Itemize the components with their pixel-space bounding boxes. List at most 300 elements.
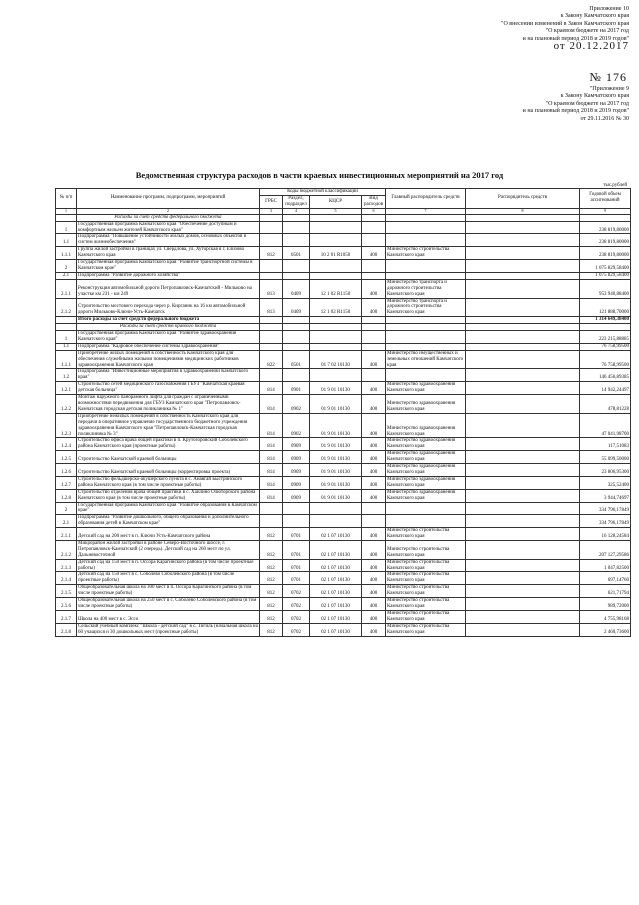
razdel-cell: 0501 — [283, 247, 310, 260]
num-cell: 2.1.5 — [56, 585, 77, 598]
num-cell: 1.1 — [56, 343, 77, 350]
table-row — [56, 502, 631, 515]
name-cell: Строительство офиса врача общей практики в п. Крутогоровский Соболевского района Камчатского края (проектные работы) — [77, 438, 260, 451]
column-number-cell: 1 — [56, 208, 77, 214]
table-row — [56, 451, 631, 464]
admin-cell: Министерство строительства Камчатского края — [386, 247, 466, 260]
ksr-cell: 01 9 01 10130 — [310, 451, 362, 464]
vid-cell — [362, 260, 386, 273]
num-cell: 1.2.8 — [56, 489, 77, 502]
num-cell: 1.2.1 — [56, 382, 77, 395]
admin-cell — [386, 331, 466, 344]
table-row — [56, 350, 631, 369]
sum-cell: 55 099,50000 — [580, 451, 631, 464]
header-line: к Закону Камчатского края — [560, 13, 629, 20]
header-line: к Закону Камчатского края — [560, 93, 629, 100]
ksr-cell — [310, 343, 362, 350]
empty-cell — [386, 317, 466, 324]
vid-cell: 400 — [362, 438, 386, 451]
admin-cell: Министерство строительства Камчатского края — [386, 598, 466, 611]
table-row — [56, 382, 631, 395]
column-number-cell: 4 — [283, 208, 310, 214]
razdel-cell — [283, 502, 310, 515]
num-cell: 2.1.7 — [56, 610, 77, 623]
header-date: от 20.12.2017 — [553, 40, 629, 53]
num-cell: 2.1.4 — [56, 572, 77, 585]
table-row — [56, 331, 631, 344]
empty-cell — [580, 324, 631, 331]
grbs-cell — [260, 369, 283, 382]
ksr-cell: 02 1 07 10130 — [310, 623, 362, 636]
table-row — [56, 214, 631, 221]
razdel-cell: 0909 — [283, 451, 310, 464]
vid-cell: 400 — [362, 247, 386, 260]
grbs-cell: 814 — [260, 438, 283, 451]
sum-cell: 334 796,17849 — [580, 502, 631, 515]
ksr-cell — [310, 234, 362, 247]
name-cell: Школа на 400 мест в с. Эссо — [77, 610, 260, 623]
ksr-cell — [310, 515, 362, 528]
ksr-cell: 01 9 01 10130 — [310, 464, 362, 477]
name-cell: Монтаж наружного панорамного лифта для граждан с ограниченными возможностями передвижения для ГБУЗ Камчатского края "Петропавловск-Камчатская городская детская поликлиника № 1" — [77, 395, 260, 414]
column-number-cell: 7 — [386, 208, 466, 214]
ksr-cell — [310, 369, 362, 382]
sum-cell: 223 215,88885 — [580, 331, 631, 344]
table-row — [56, 610, 631, 623]
table-row — [56, 317, 631, 324]
admin-cell: Министерство строительства Камчатского края — [386, 559, 466, 572]
grbs-cell: 812 — [260, 598, 283, 611]
ksr-cell: 02 1 07 10130 — [310, 528, 362, 541]
admin-cell: Министерство строительства Камчатского края — [386, 585, 466, 598]
rasp-cell — [466, 272, 580, 279]
grbs-cell: 814 — [260, 464, 283, 477]
table-row — [56, 515, 631, 528]
razdel-cell: 0701 — [283, 572, 310, 585]
razdel-cell — [283, 234, 310, 247]
grbs-cell — [260, 331, 283, 344]
ksr-cell: 01 7 02 10130 — [310, 350, 362, 369]
empty-cell — [260, 324, 283, 331]
name-cell: Строительство сетей медицинского газоснабжения ГБУЗ "Камчатская краевая детская больница" — [77, 382, 260, 395]
num-cell: 1.2.4 — [56, 438, 77, 451]
col-rasp-header: Распорядитель средств — [466, 189, 580, 209]
ksr-cell: 01 9 01 10130 — [310, 476, 362, 489]
table-row — [56, 324, 631, 331]
admin-cell — [386, 502, 466, 515]
grbs-cell: 812 — [260, 610, 283, 623]
ksr-cell: 01 9 01 10130 — [310, 395, 362, 414]
col-razdel-header: Раздел, подраздел — [283, 195, 310, 208]
rasp-cell — [466, 382, 580, 395]
name-cell: Строительство фельдшерско-акушерского пункта в с. Анавгай Быстринского района Камчатского края (в том числе проектные работы) — [77, 476, 260, 489]
name-cell: Государственная программа Камчатского края "Развитие образования в Камчатском крае" — [77, 502, 260, 515]
razdel-cell: 0902 — [283, 413, 310, 438]
admin-cell — [386, 260, 466, 273]
rasp-cell — [466, 559, 580, 572]
table-row — [56, 438, 631, 451]
num-cell — [56, 317, 77, 324]
rasp-cell — [466, 279, 580, 298]
grbs-cell: 812 — [260, 585, 283, 598]
ksr-cell: 02 1 07 10130 — [310, 598, 362, 611]
admin-cell: Министерство здравоохранения Камчатского края — [386, 438, 466, 451]
col-total-header: Годовой объем ассигнований — [580, 189, 631, 209]
razdel-cell — [283, 343, 310, 350]
sum-cell: 1 075 829,58400 — [580, 272, 631, 279]
sum-cell: 76 758,99500 — [580, 343, 631, 350]
name-cell: Реконструкция автомобильной дороги Петропавловск-Камчатский - Мильково на участке км 231 - км 249 — [77, 279, 260, 298]
admin-cell: Министерство строительства Камчатского края — [386, 528, 466, 541]
empty-cell — [283, 214, 310, 221]
admin-cell: Министерство здравоохранения Камчатского края — [386, 395, 466, 414]
razdel-cell — [283, 260, 310, 273]
total-label-cell: Итого расходы за счет средств федерального бюджета — [77, 317, 260, 324]
ksr-cell: 12 1 02 R1150 — [310, 298, 362, 317]
table-row — [56, 298, 631, 317]
ksr-cell: 12 1 02 R1150 — [310, 279, 362, 298]
sum-cell: 1 047,82500 — [580, 559, 631, 572]
name-cell: Детский сад на 150 мест в с. Соболево Соболевского района (в том числе проектные работы) — [77, 572, 260, 585]
rasp-cell — [466, 247, 580, 260]
grbs-cell — [260, 221, 283, 234]
vid-cell: 400 — [362, 585, 386, 598]
empty-cell — [283, 324, 310, 331]
admin-cell — [386, 515, 466, 528]
sum-cell: 989,72000 — [580, 598, 631, 611]
name-cell: Общеобразовательная школа на 300 мест в п. Оссора Карагинского района (в том числе проектные работы) — [77, 585, 260, 598]
razdel-cell: 0701 — [283, 528, 310, 541]
num-cell: 1.2.7 — [56, 476, 77, 489]
ksr-cell — [310, 331, 362, 344]
column-number-cell: 9 — [580, 208, 631, 214]
admin-cell: Министерство здравоохранения Камчатского края — [386, 476, 466, 489]
razdel-cell: 0409 — [283, 279, 310, 298]
admin-cell: Министерство здравоохранения Камчатского края — [386, 413, 466, 438]
grbs-cell — [260, 515, 283, 528]
grbs-cell: 812 — [260, 247, 283, 260]
table-row — [56, 221, 631, 234]
admin-cell: Министерство здравоохранения Камчатского края — [386, 464, 466, 477]
grbs-cell: 812 — [260, 572, 283, 585]
name-cell: Государственная программа Камчатского края "Развитие транспортной системы в Камчатском крае" — [77, 260, 260, 273]
num-cell: 2.1.3 — [56, 559, 77, 572]
rasp-cell — [466, 395, 580, 414]
ksr-cell — [310, 502, 362, 515]
admin-cell: Министерство строительства Камчатского края — [386, 540, 466, 559]
razdel-cell: 0902 — [283, 395, 310, 414]
ksr-cell — [310, 272, 362, 279]
sum-cell: 47 041,98700 — [580, 413, 631, 438]
num-cell: 2.1 — [56, 515, 77, 528]
name-cell: Общеобразовательная школа на 250 мест в с. Соболево Соболевского района (в том числе проектные работы) — [77, 598, 260, 611]
num-cell: 1 — [56, 221, 77, 234]
grbs-cell: 813 — [260, 279, 283, 298]
vid-cell: 400 — [362, 476, 386, 489]
grbs-cell: 814 — [260, 382, 283, 395]
vid-cell: 400 — [362, 464, 386, 477]
razdel-cell: 0702 — [283, 610, 310, 623]
table-row — [56, 489, 631, 502]
vid-cell — [362, 221, 386, 234]
rasp-cell — [466, 451, 580, 464]
ksr-cell: 01 9 01 10130 — [310, 413, 362, 438]
razdel-cell — [283, 221, 310, 234]
sum-cell: 14 942,24497 — [580, 382, 631, 395]
empty-cell — [466, 317, 580, 324]
admin-cell: Министерство строительства Камчатского края — [386, 623, 466, 636]
admin-cell: Министерство строительства Камчатского края — [386, 610, 466, 623]
header-line: "Приложение 9 — [589, 86, 629, 92]
empty-cell — [310, 214, 362, 221]
sum-cell: 3 944,74697 — [580, 489, 631, 502]
name-cell: Государственная программа Камчатского края "Развитие здравоохранения Камчатского края" — [77, 331, 260, 344]
ksr-cell: 10 2 01 R1050 — [310, 247, 362, 260]
rasp-cell — [466, 413, 580, 438]
empty-cell — [310, 324, 362, 331]
table-row — [56, 559, 631, 572]
admin-cell: Министерство здравоохранения Камчатского края — [386, 451, 466, 464]
grbs-cell: 814 — [260, 395, 283, 414]
column-number-cell: 3 — [260, 208, 283, 214]
table-row — [56, 343, 631, 350]
sum-cell: 2 460,73600 — [580, 623, 631, 636]
law-header — [501, 6, 629, 53]
table-row — [56, 540, 631, 559]
col-admin-header: Главный распорядитель средств — [386, 189, 466, 209]
name-cell: Группа жилой застройки в границах ул. Свердлова, ул. Хуторская в г. Елизово Камчатского края — [77, 247, 260, 260]
section-title-cell: Расходы за счет средств федерального бюджета — [77, 214, 260, 221]
admin-cell — [386, 234, 466, 247]
empty-cell — [466, 324, 580, 331]
annex-header — [523, 86, 629, 123]
sum-cell: 334 796,17849 — [580, 515, 631, 528]
vid-cell: 400 — [362, 279, 386, 298]
empty-cell — [362, 214, 386, 221]
name-cell: Строительство Камчатской краевой больницы (корректировка проекта) — [77, 464, 260, 477]
grbs-cell — [260, 502, 283, 515]
header-line: "О краевом бюджете на 2017 год — [545, 100, 629, 107]
name-cell: Подпрограмма "Развитие дорожного хозяйства" — [77, 272, 260, 279]
header-line: и на плановый период 2018 и 2019 годов" — [522, 108, 629, 115]
empty-cell — [260, 317, 283, 324]
razdel-cell: 0702 — [283, 623, 310, 636]
vid-cell — [362, 272, 386, 279]
col-vid-header: Вид расходов — [362, 195, 386, 208]
sum-cell: 325,52400 — [580, 476, 631, 489]
table-row — [56, 623, 631, 636]
empty-cell — [362, 324, 386, 331]
rasp-cell — [466, 502, 580, 515]
vid-cell: 400 — [362, 540, 386, 559]
rasp-cell — [466, 528, 580, 541]
sum-cell: 146 456,89385 — [580, 369, 631, 382]
table-row — [56, 369, 631, 382]
vid-cell — [362, 343, 386, 350]
unit-label: тыс.рублей — [603, 183, 627, 188]
num-cell: 1.1.1 — [56, 350, 77, 369]
rasp-cell — [466, 221, 580, 234]
grbs-cell: 812 — [260, 559, 283, 572]
admin-cell: Министерство имущественных и земельных отношений Камчатского края — [386, 350, 466, 369]
section-title-cell: Расходы за счет средств краевого бюджета — [77, 324, 260, 331]
table-row — [56, 234, 631, 247]
table-row — [56, 528, 631, 541]
grbs-cell: 812 — [260, 540, 283, 559]
sum-cell: 697,14760 — [580, 572, 631, 585]
rasp-cell — [466, 343, 580, 350]
rasp-cell — [466, 585, 580, 598]
ksr-cell: 01 9 01 10130 — [310, 382, 362, 395]
rasp-cell — [466, 369, 580, 382]
table-row — [56, 395, 631, 414]
header-line: "О внесении изменений в Закон Камчатского края — [501, 20, 629, 27]
grbs-cell: 814 — [260, 451, 283, 464]
sum-cell: 478,81228 — [580, 395, 631, 414]
num-cell — [56, 324, 77, 331]
vid-cell: 400 — [362, 598, 386, 611]
expenditure-table — [55, 188, 631, 637]
name-cell: Подпрограмма "Повышение устойчивости жилых домов, основных объектов и систем жизнеобеспечения" — [77, 234, 260, 247]
razdel-cell: 0909 — [283, 438, 310, 451]
grbs-cell: 814 — [260, 413, 283, 438]
col-codes-header: Коды бюджетной классификации — [260, 189, 386, 196]
ksr-cell: 01 9 01 10130 — [310, 489, 362, 502]
sum-cell: 16 128,24584 — [580, 528, 631, 541]
vid-cell: 400 — [362, 559, 386, 572]
document-title: Ведомственная структура расходов в части краевых инвестиционных мероприятий на 2017 год — [135, 170, 504, 180]
rasp-cell — [466, 598, 580, 611]
rasp-cell — [466, 298, 580, 317]
ksr-cell: 02 1 07 10130 — [310, 540, 362, 559]
empty-cell — [283, 317, 310, 324]
ksr-cell: 02 1 07 10130 — [310, 572, 362, 585]
num-cell: 2.1.8 — [56, 623, 77, 636]
grbs-cell — [260, 260, 283, 273]
num-cell: 2.1.6 — [56, 598, 77, 611]
razdel-cell — [283, 515, 310, 528]
grbs-cell — [260, 343, 283, 350]
sum-cell: 238 819,80000 — [580, 221, 631, 234]
column-number-cell: 5 — [310, 208, 362, 214]
sum-cell: 238 819,80000 — [580, 234, 631, 247]
header-line: и на плановый период 2018 и 2019 годов" — [522, 35, 629, 42]
num-cell: 2.1 — [56, 272, 77, 279]
razdel-cell: 0702 — [283, 585, 310, 598]
name-cell: Строительство отделения врача общей практики в с. Хаилино Олюторского района Камчатского края (в том числе проектные работы) — [77, 489, 260, 502]
num-cell: 1 — [56, 331, 77, 344]
grbs-cell: 814 — [260, 476, 283, 489]
rasp-cell — [466, 260, 580, 273]
table-row — [56, 572, 631, 585]
admin-cell — [386, 221, 466, 234]
empty-cell — [362, 317, 386, 324]
table-row — [56, 598, 631, 611]
rasp-cell — [466, 623, 580, 636]
admin-cell: Министерство строительства Камчатского края — [386, 572, 466, 585]
sum-cell: 207 127,29586 — [580, 540, 631, 559]
vid-cell — [362, 234, 386, 247]
vid-cell — [362, 369, 386, 382]
sum-cell: 23 806,95300 — [580, 464, 631, 477]
ksr-cell — [310, 221, 362, 234]
num-cell: 2.1.1 — [56, 528, 77, 541]
rasp-cell — [466, 476, 580, 489]
sum-cell: 4 755,98168 — [580, 610, 631, 623]
num-cell: 1.1 — [56, 234, 77, 247]
razdel-cell — [283, 331, 310, 344]
rasp-cell — [466, 610, 580, 623]
vid-cell: 400 — [362, 572, 386, 585]
grbs-cell: 812 — [260, 623, 283, 636]
vid-cell: 400 — [362, 623, 386, 636]
ksr-cell: 02 1 07 10130 — [310, 610, 362, 623]
name-cell: Микрорайон жилой застройки в районе Северо-Восточного шоссе, г. Петропавловск-Камчатский (2 очередь). Детский сад на 260 мест по ул. Дальневосточной — [77, 540, 260, 559]
num-cell: 2.1.2 — [56, 540, 77, 559]
name-cell: Приобретение нежилых помещений в собственность Камчатского края для передачи в оперативное управление государственного бюджетного учреждения здравоохранения Камчатского края "Петропавловск-Камчатская городская поликлиника № 3" — [77, 413, 260, 438]
admin-cell: Министерство здравоохранения Камчатского края — [386, 382, 466, 395]
sum-cell: 621,71794 — [580, 585, 631, 598]
razdel-cell: 0901 — [283, 382, 310, 395]
vid-cell — [362, 515, 386, 528]
col-ksr-header: КЦСР — [310, 195, 362, 208]
razdel-cell — [283, 369, 310, 382]
vid-cell: 400 — [362, 413, 386, 438]
rasp-cell — [466, 350, 580, 369]
rasp-cell — [466, 515, 580, 528]
num-cell — [56, 214, 77, 221]
grbs-cell: 814 — [260, 489, 283, 502]
vid-cell: 400 — [362, 298, 386, 317]
razdel-cell — [283, 272, 310, 279]
razdel-cell: 0702 — [283, 598, 310, 611]
name-cell: Подпрограмма "Кадровое обеспечение системы здравоохранения" — [77, 343, 260, 350]
grbs-cell: 822 — [260, 350, 283, 369]
ksr-cell: 02 1 07 10130 — [310, 559, 362, 572]
sum-cell: 953 940,88400 — [580, 279, 631, 298]
vid-cell: 400 — [362, 489, 386, 502]
name-cell: Сельский учебный комплекс "Школа - детский сад" в с. Тигиль (начальная школа на 60 учащихся и 30 дошкольных мест (проектные работы) — [78, 623, 258, 635]
num-cell: 2 — [56, 260, 77, 273]
grbs-cell — [260, 234, 283, 247]
num-cell: 1.2 — [56, 369, 77, 382]
razdel-cell: 0909 — [283, 489, 310, 502]
num-cell: 1.1.1 — [56, 247, 77, 260]
vid-cell: 400 — [362, 528, 386, 541]
razdel-cell: 0909 — [283, 476, 310, 489]
table-row — [56, 247, 631, 260]
rasp-cell — [466, 572, 580, 585]
name-cell: Детский сад на 150 мест в п. Оссора Карагинского района (в том числе проектные работы) — [77, 559, 260, 572]
total-sum-cell: 1 314 649,38400 — [580, 317, 631, 324]
num-cell: 1.2.3 — [56, 413, 77, 438]
header-line: от 29.11.2016 № 30 — [580, 115, 629, 122]
col-num-header: № п/п — [56, 189, 77, 209]
rasp-cell — [466, 464, 580, 477]
admin-cell — [386, 343, 466, 350]
header-line: "О краевом бюджете на 2017 год — [545, 28, 629, 35]
vid-cell — [362, 331, 386, 344]
column-number-cell: 8 — [466, 208, 580, 214]
razdel-cell: 0501 — [283, 350, 310, 369]
grbs-cell: 812 — [260, 528, 283, 541]
vid-cell: 400 — [362, 610, 386, 623]
rasp-cell — [466, 540, 580, 559]
razdel-cell: 0701 — [283, 559, 310, 572]
name-cell: Подпрограмма "Инвестиционные мероприятия в здравоохранении Камчатского края" — [77, 369, 260, 382]
column-number-cell: 6 — [362, 208, 386, 214]
table-row — [56, 272, 631, 279]
